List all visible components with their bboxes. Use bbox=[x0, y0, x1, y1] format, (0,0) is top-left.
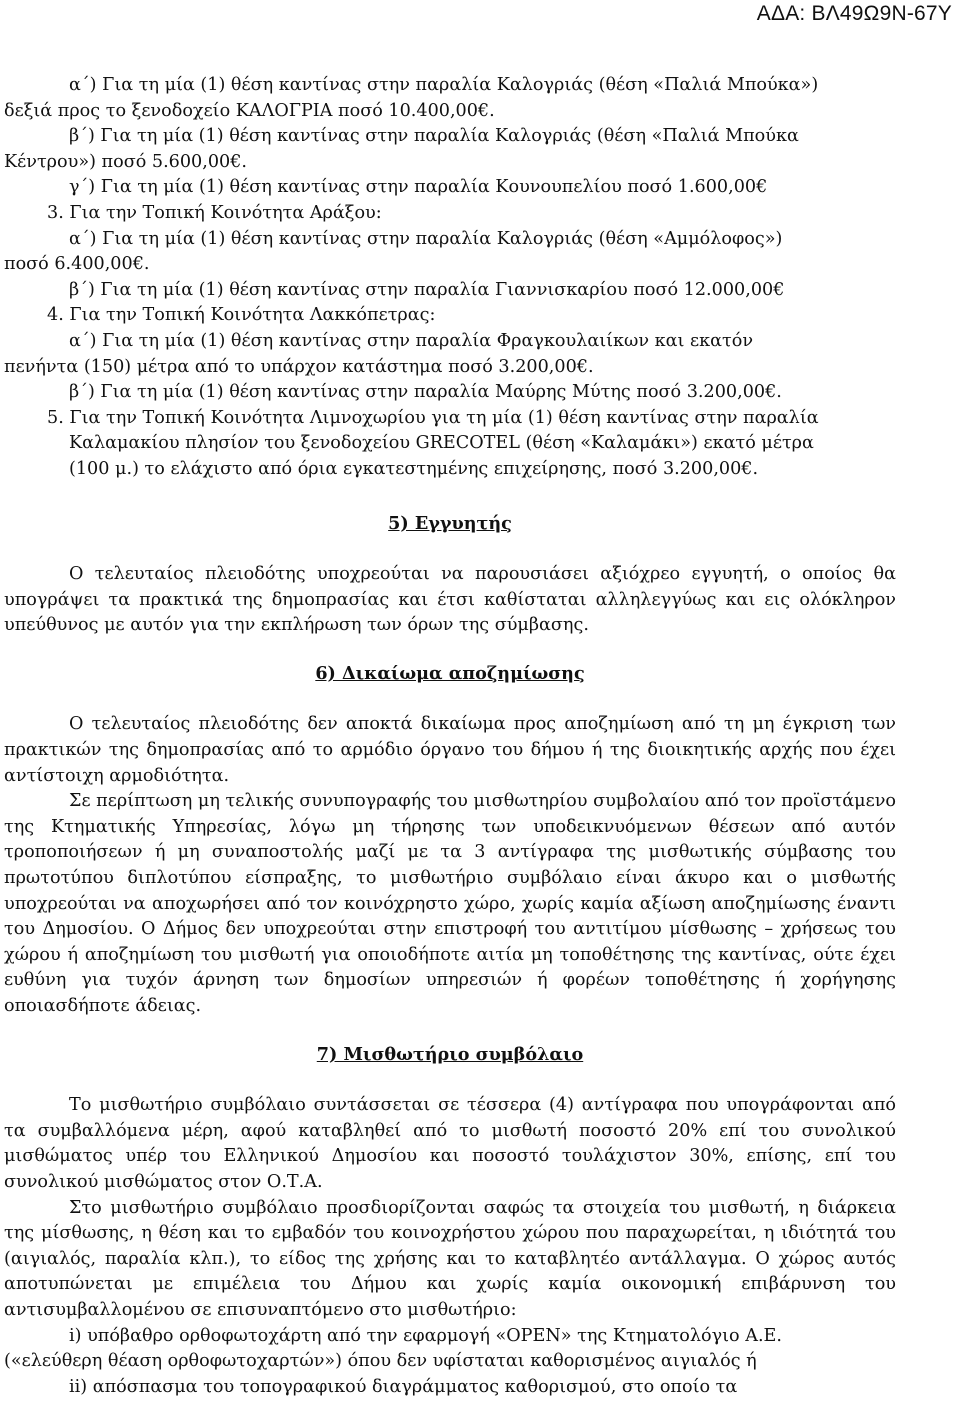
section6-paragraph-1-text: Ο τελευταίος πλειοδότης δεν αποκτά δικαίωμα προς αποζημίωση από τη μη έγκριση των πρακτικών της δημοπρασίας από το αρμόδιο όργανο του δήμου ή της διοικητικής αρχής που έχει αντίστοιχη αρμοδιότητα. bbox=[4, 714, 896, 786]
section4-line-5: γ΄) Για τη μία (1) θέση καντίνας στην παραλία Κουνουπελίου ποσό 1.600,00€ bbox=[69, 177, 768, 198]
section4-line-14: 5. Για την Τοπική Κοινότητα Λιμνοχωρίου για τη μία (1) θέση καντίνας στην παραλία bbox=[47, 407, 819, 428]
section6-heading: 6) Δικαίωμα αποζημίωσης bbox=[315, 662, 585, 684]
section5-heading: 5) Εγγυητής bbox=[388, 512, 512, 534]
section7-item-ii: ii) απόσπασμα του τοπογραφικού διαγράμματος καθορισμού, στο οποίο τα bbox=[69, 1376, 738, 1397]
section4-line-6: 3. Για την Τοπική Κοινότητα Αράξου: bbox=[47, 202, 382, 223]
section6-paragraph-2-text: Σε περίπτωση μη τελικής συνυπογραφής του μισθωτηρίου συμβολαίου από τον προϊστάμενο της Κτηματικής Υπηρεσίας, λόγω μη τήρησης των υποδεικνυόμενων θέσεων από αυτόν τροποποιήσεων ή μη συναποστολής μαζί με τα 3 αντίγραφα της μισθωτικής σύμβασης του πρωτοτύπου διπλοτύπου είσπραξης, το μισθωτήριο συμβόλαιο είναι άκυρο και ο μισθωτής υποχρεούται να αποχωρήσει από τον κοινόχρηστο χώρο, χωρίς καμία αξίωση αποζημίωσης έναντι του Δημοσίου. Ο Δήμος δεν υποχρεούται στην επιστροφή του αντιτίμου μίσθωσης – χρήσεως του χώρου ή αποζημίωση του μισθωτή για οποιοδήποτε αιτία μη τοποθέτησης της καντίνας, ούτε έχει ευθύνη για τυχόν άρνηση των δημοσίων υπηρεσιών ή φορέων τοποθέτησης ή χορήγησης οποιασδήποτε άδειας. bbox=[4, 791, 896, 1016]
section4-line-8: ποσό 6.400,00€. bbox=[4, 254, 150, 275]
section4-line-3: β΄) Για τη μία (1) θέση καντίνας στην παραλία Καλογριάς (θέση «Παλιά Μπούκα bbox=[69, 126, 799, 147]
section6-paragraph-2 bbox=[4, 789, 896, 1019]
section5-paragraph-text: Ο τελευταίος πλειοδότης υποχρεούται να παρουσιάσει αξιόχρεο εγγυητή, ο οποίος θα υπογράψει τα πρακτικά της δημοπρασίας και έτσι καθίσταται αλληλεγγύως και εις ολόκληρον υπεύθυνος με αυτόν για την εκπλήρωση των όρων της σύμβασης. bbox=[4, 564, 896, 636]
section4-line-4: Κέντρου») ποσό 5.600,00€. bbox=[4, 151, 248, 172]
section4-line-13: β΄) Για τη μία (1) θέση καντίνας στην παραλία Μαύρης Μύτης ποσό 3.200,00€. bbox=[69, 382, 782, 403]
section4-line-1: α΄) Για τη μία (1) θέση καντίνας στην παραλία Καλογριάς (θέση «Παλιά Μπούκα») bbox=[69, 75, 819, 95]
section4-line-12: πενήντα (150) μέτρα από το υπάρχον κατάστημα ποσό 3.200,00€. bbox=[4, 356, 594, 377]
section4-line-2: δεξιά προς το ξενοδοχείο ΚΑΛΟΓΡΙΑ ποσό 10.400,00€. bbox=[4, 100, 495, 121]
document-page bbox=[4, 73, 896, 1400]
section4-line-10: 4. Για την Τοπική Κοινότητα Λακκόπετρας: bbox=[47, 305, 436, 326]
section4-line-7: α΄) Για τη μία (1) θέση καντίνας στην παραλία Καλογριάς (θέση «Αμμόλοφος») bbox=[69, 228, 783, 249]
section4-line-9: β΄) Για τη μία (1) θέση καντίνας στην παραλία Γιαννισκαρίου ποσό 12.000,00€ bbox=[69, 279, 785, 300]
section7-paragraph-1 bbox=[4, 1093, 896, 1195]
section7-paragraph-2 bbox=[4, 1196, 896, 1324]
section7-paragraph-1-text: Το μισθωτήριο συμβόλαιο συντάσσεται σε τέσσερα (4) αντίγραφα που υπογράφονται από τα συμβαλλόμενα μέρη, αφού καταβληθεί από το μισθωτή ποσοστό 20% επί του συνολικού μισθώματος υπέρ του Ελληνικού Δημοσίου και ποσοστό τουλάχιστον 30%, επίσης, επί του συνολικού μισθώματος στον Ο.Τ.Α. bbox=[4, 1095, 896, 1192]
section4-line-15: Καλαμακίου πλησίον του ξενοδοχείου GRECOTEL (θέση «Καλαμάκι») εκατό μέτρα bbox=[69, 433, 814, 454]
section7-item-i-cont: («ελεύθερη θέαση ορθοφωτοχαρτών») όπου δεν υφίσταται καθορισμένος αιγιαλός ή bbox=[4, 1351, 757, 1372]
section7-heading: 7) Μισθωτήριο συμβόλαιο bbox=[316, 1043, 584, 1065]
section7-paragraph-2-text: Στο μισθωτήριο συμβόλαιο προσδιορίζονται σαφώς τα στοιχεία του μισθωτή, η διάρκεια της μίσθωσης, η θέση και το εμβαδόν του κοινοχρήστου χώρου που παραχωρείται, η ιδιότητά του (αιγιαλός, παραλία κλπ.), το είδος της χρήσης και το καταβλητέο αντάλλαγμα. Ο χώρος αυτός αποτυπώνεται με επιμέλεια του Δήμου και χωρίς καμία οικονομική επιβάρυνση του αντισυμβαλλομένου σε επισυναπτόμενο στο μισθωτήριο: bbox=[4, 1197, 896, 1320]
section4-line-11: α΄) Για τη μία (1) θέση καντίνας στην παραλία Φραγκουλαιίκων και εκατόν bbox=[69, 330, 754, 351]
section4-line-16: (100 μ.) το ελάχιστο από όρια εγκατεστημένης επιχείρησης, ποσό 3.200,00€. bbox=[69, 458, 759, 479]
section5-paragraph bbox=[4, 562, 896, 639]
section6-paragraph-1 bbox=[4, 712, 896, 789]
ada-header: ΑΔΑ: ΒΛ49Ω9Ν-67Υ bbox=[756, 2, 952, 25]
section7-item-i: i) υπόβαθρο ορθοφωτοχάρτη από την εφαρμογή «OPEN» της Κτηματολόγιο Α.Ε. bbox=[69, 1325, 782, 1346]
